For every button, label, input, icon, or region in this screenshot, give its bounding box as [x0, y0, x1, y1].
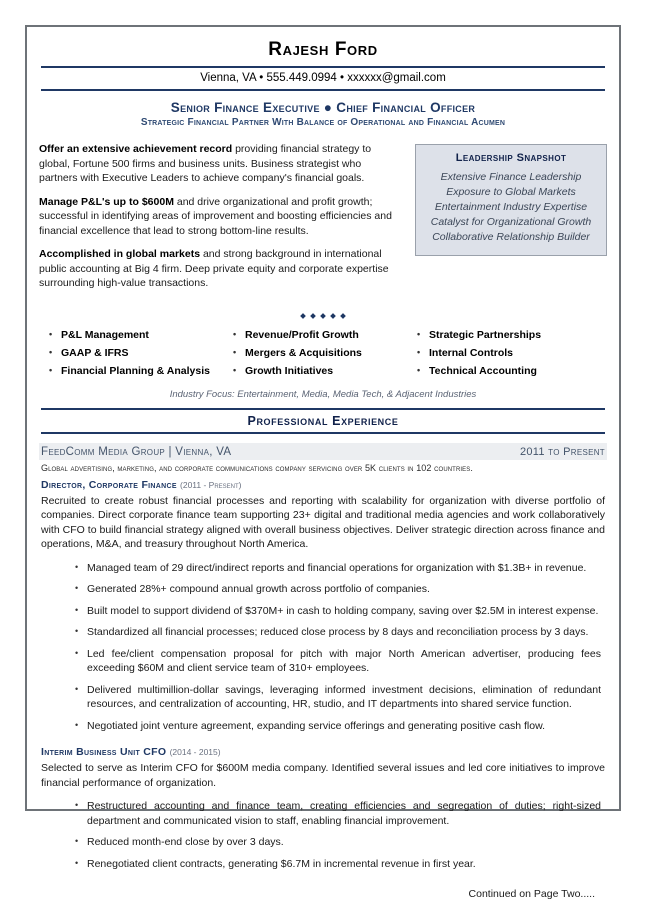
- role-entry: [39, 740, 607, 871]
- competency-item: • Financial Planning & Analysis: [47, 362, 231, 380]
- diamond-separator: [39, 300, 607, 324]
- company-name: FeedComm Media Group | Vienna, VA: [41, 445, 232, 458]
- summary-rest: and drive organizational and profit growth; successful in identifying areas of improvement and boosting efficiencies and financial excellence that lead to strong bottom-line results.: [39, 195, 392, 237]
- bullet-item: • Built model to support dividend of $370M+ in cash to holding company, saving over $2.5M in interest expense.: [75, 604, 601, 619]
- job-title-text: Director, Corporate Finance: [41, 478, 177, 491]
- bullet-item: • Led fee/client compensation proposal for pitch with major North American advertiser, producing fees exceeding $60M and client service team of 310+ employees.: [75, 647, 601, 676]
- contact-line: Vienna, VA • 555.449.0994 • xxxxxx@gmail.com: [200, 72, 446, 84]
- professional-subheadline: Strategic Financial Partner With Balance of Operational and Financial Acumen: [140, 117, 506, 128]
- summary-rest: providing financial strategy to global, Fortune 500 firms and business units. Business strategist who partners with Executive Leaders to achieve company's financial goals.: [39, 143, 372, 184]
- snapshot-item: Extensive Finance Leadership: [440, 171, 582, 183]
- job-dates: (2014 - 2015): [169, 747, 221, 757]
- bullet-item: • Standardized all financial processes; reduced close process by 8 days and reconciliation process by 3 days.: [75, 625, 601, 640]
- core-competencies: [39, 324, 607, 380]
- snapshot-item: Catalyst for Organizational Growth: [430, 216, 592, 228]
- section-rule-bottom: [41, 432, 605, 434]
- bullet-item: • Managed team of 29 direct/indirect reports and financial operations for organization with $1.3B+ in revenue.: [75, 561, 601, 576]
- resume-header: [39, 27, 607, 136]
- competency-item: • Revenue/Profit Growth: [231, 326, 415, 344]
- role-entry: [39, 473, 607, 734]
- competency-item: • Mergers & Acquisitions: [231, 344, 415, 362]
- competency-column: [231, 326, 415, 380]
- competency-item: • Technical Accounting: [415, 362, 599, 380]
- diamond-icon: [340, 313, 346, 319]
- bullet-item: • Negotiated joint venture agreement, expanding service offerings and generating positive cash flow.: [75, 719, 601, 734]
- job-bullets: [39, 561, 607, 734]
- diamond-icon: [330, 313, 336, 319]
- job-title: [39, 473, 607, 491]
- company-dates: 2011 to Present: [519, 445, 605, 458]
- professional-headline: Senior Finance Executive ● Chief Financial Officer: [170, 100, 476, 115]
- snapshot-item: Entertainment Industry Expertise: [434, 201, 588, 213]
- summary-section: [39, 136, 607, 300]
- summary-paragraph: [39, 247, 401, 291]
- bullet-item: • Generated 28%+ compound annual growth across portfolio of companies.: [75, 582, 601, 597]
- snapshot-item: Exposure to Global Markets: [446, 186, 576, 198]
- resume-page: [25, 25, 621, 900]
- summary-rest: and strong background in international public accounting at Big 4 firm. Deep private equity and corporate expertise surrounding high-value transactions.: [39, 248, 389, 289]
- summary-lead: Accomplished in global markets: [39, 248, 201, 260]
- job-title: [39, 740, 607, 758]
- snapshot-item: Collaborative Relationship Builder: [432, 231, 590, 243]
- bullet-item: • Restructured accounting and finance team, creating efficiencies and segregation of duties; right-sized department and communicated vision to staff, enabling financial improvement.: [75, 799, 601, 828]
- competency-item: • P&L Management: [47, 326, 231, 344]
- competency-item: • Growth Initiatives: [231, 362, 415, 380]
- competency-item: • GAAP & IFRS: [47, 344, 231, 362]
- bullet-item: • Delivered multimillion-dollar savings, leveraging informed investment decisions, elimination of redundant resources, and centralization of accounting, HR, studio, and IT departments into shared service function.: [75, 683, 601, 712]
- job-summary: Recruited to create robust financial processes and reporting with scalability for organization with diverse portfolio of companies. Direct corporate finance team supporting 23+ digital and traditional media agencies and work collaboratively with CFO to build financial strategy aligned with overall business objectives. Deliver strategic direction across finance and operations, M&A, and treasury throughout North America.: [41, 494, 605, 550]
- competency-item: • Internal Controls: [415, 344, 599, 362]
- professional-experience-section: [39, 408, 607, 872]
- job-dates: (2011 - Present): [180, 479, 242, 490]
- diamond-icon: [320, 313, 326, 319]
- summary-lead: Manage P&L's up to $600M: [39, 195, 174, 208]
- job-bullets: [39, 799, 607, 871]
- summary-paragraph: [39, 142, 401, 186]
- leadership-snapshot-box: [415, 144, 607, 256]
- company-description: Global advertising, marketing, and corporate communications company servicing over 5K clients in 102 countries.: [41, 462, 473, 473]
- diamond-icon: [300, 313, 306, 319]
- industry-focus: Industry Focus: Entertainment, Media, Media Tech, & Adjacent Industries: [169, 388, 477, 400]
- summary-paragraphs: [39, 142, 401, 300]
- candidate-name: Rajesh Ford: [268, 39, 378, 60]
- competency-column: [415, 326, 599, 380]
- summary-lead: Offer an extensive achievement record: [39, 143, 233, 155]
- job-title-text: Interim Business Unit CFO: [41, 746, 167, 758]
- competency-column: [47, 326, 231, 380]
- bullet-item: • Renegotiated client contracts, generating $6.7M in incremental revenue in first year.: [75, 857, 601, 872]
- bullet-item: • Reduced month-end close by over 3 days.: [75, 835, 601, 850]
- section-title: Professional Experience: [247, 413, 399, 428]
- diamond-icon: [310, 313, 316, 319]
- summary-paragraph: [39, 195, 401, 239]
- job-summary: Selected to serve as Interim CFO for $600M media company. Identified several issues and led core initiatives to improve financial performance of organization.: [41, 762, 605, 789]
- continued-note: Continued on Page Two.....: [468, 888, 595, 900]
- competency-item: • Strategic Partnerships: [415, 326, 599, 344]
- company-header: [39, 443, 607, 460]
- leadership-snapshot-title: Leadership Snapshot: [455, 152, 567, 164]
